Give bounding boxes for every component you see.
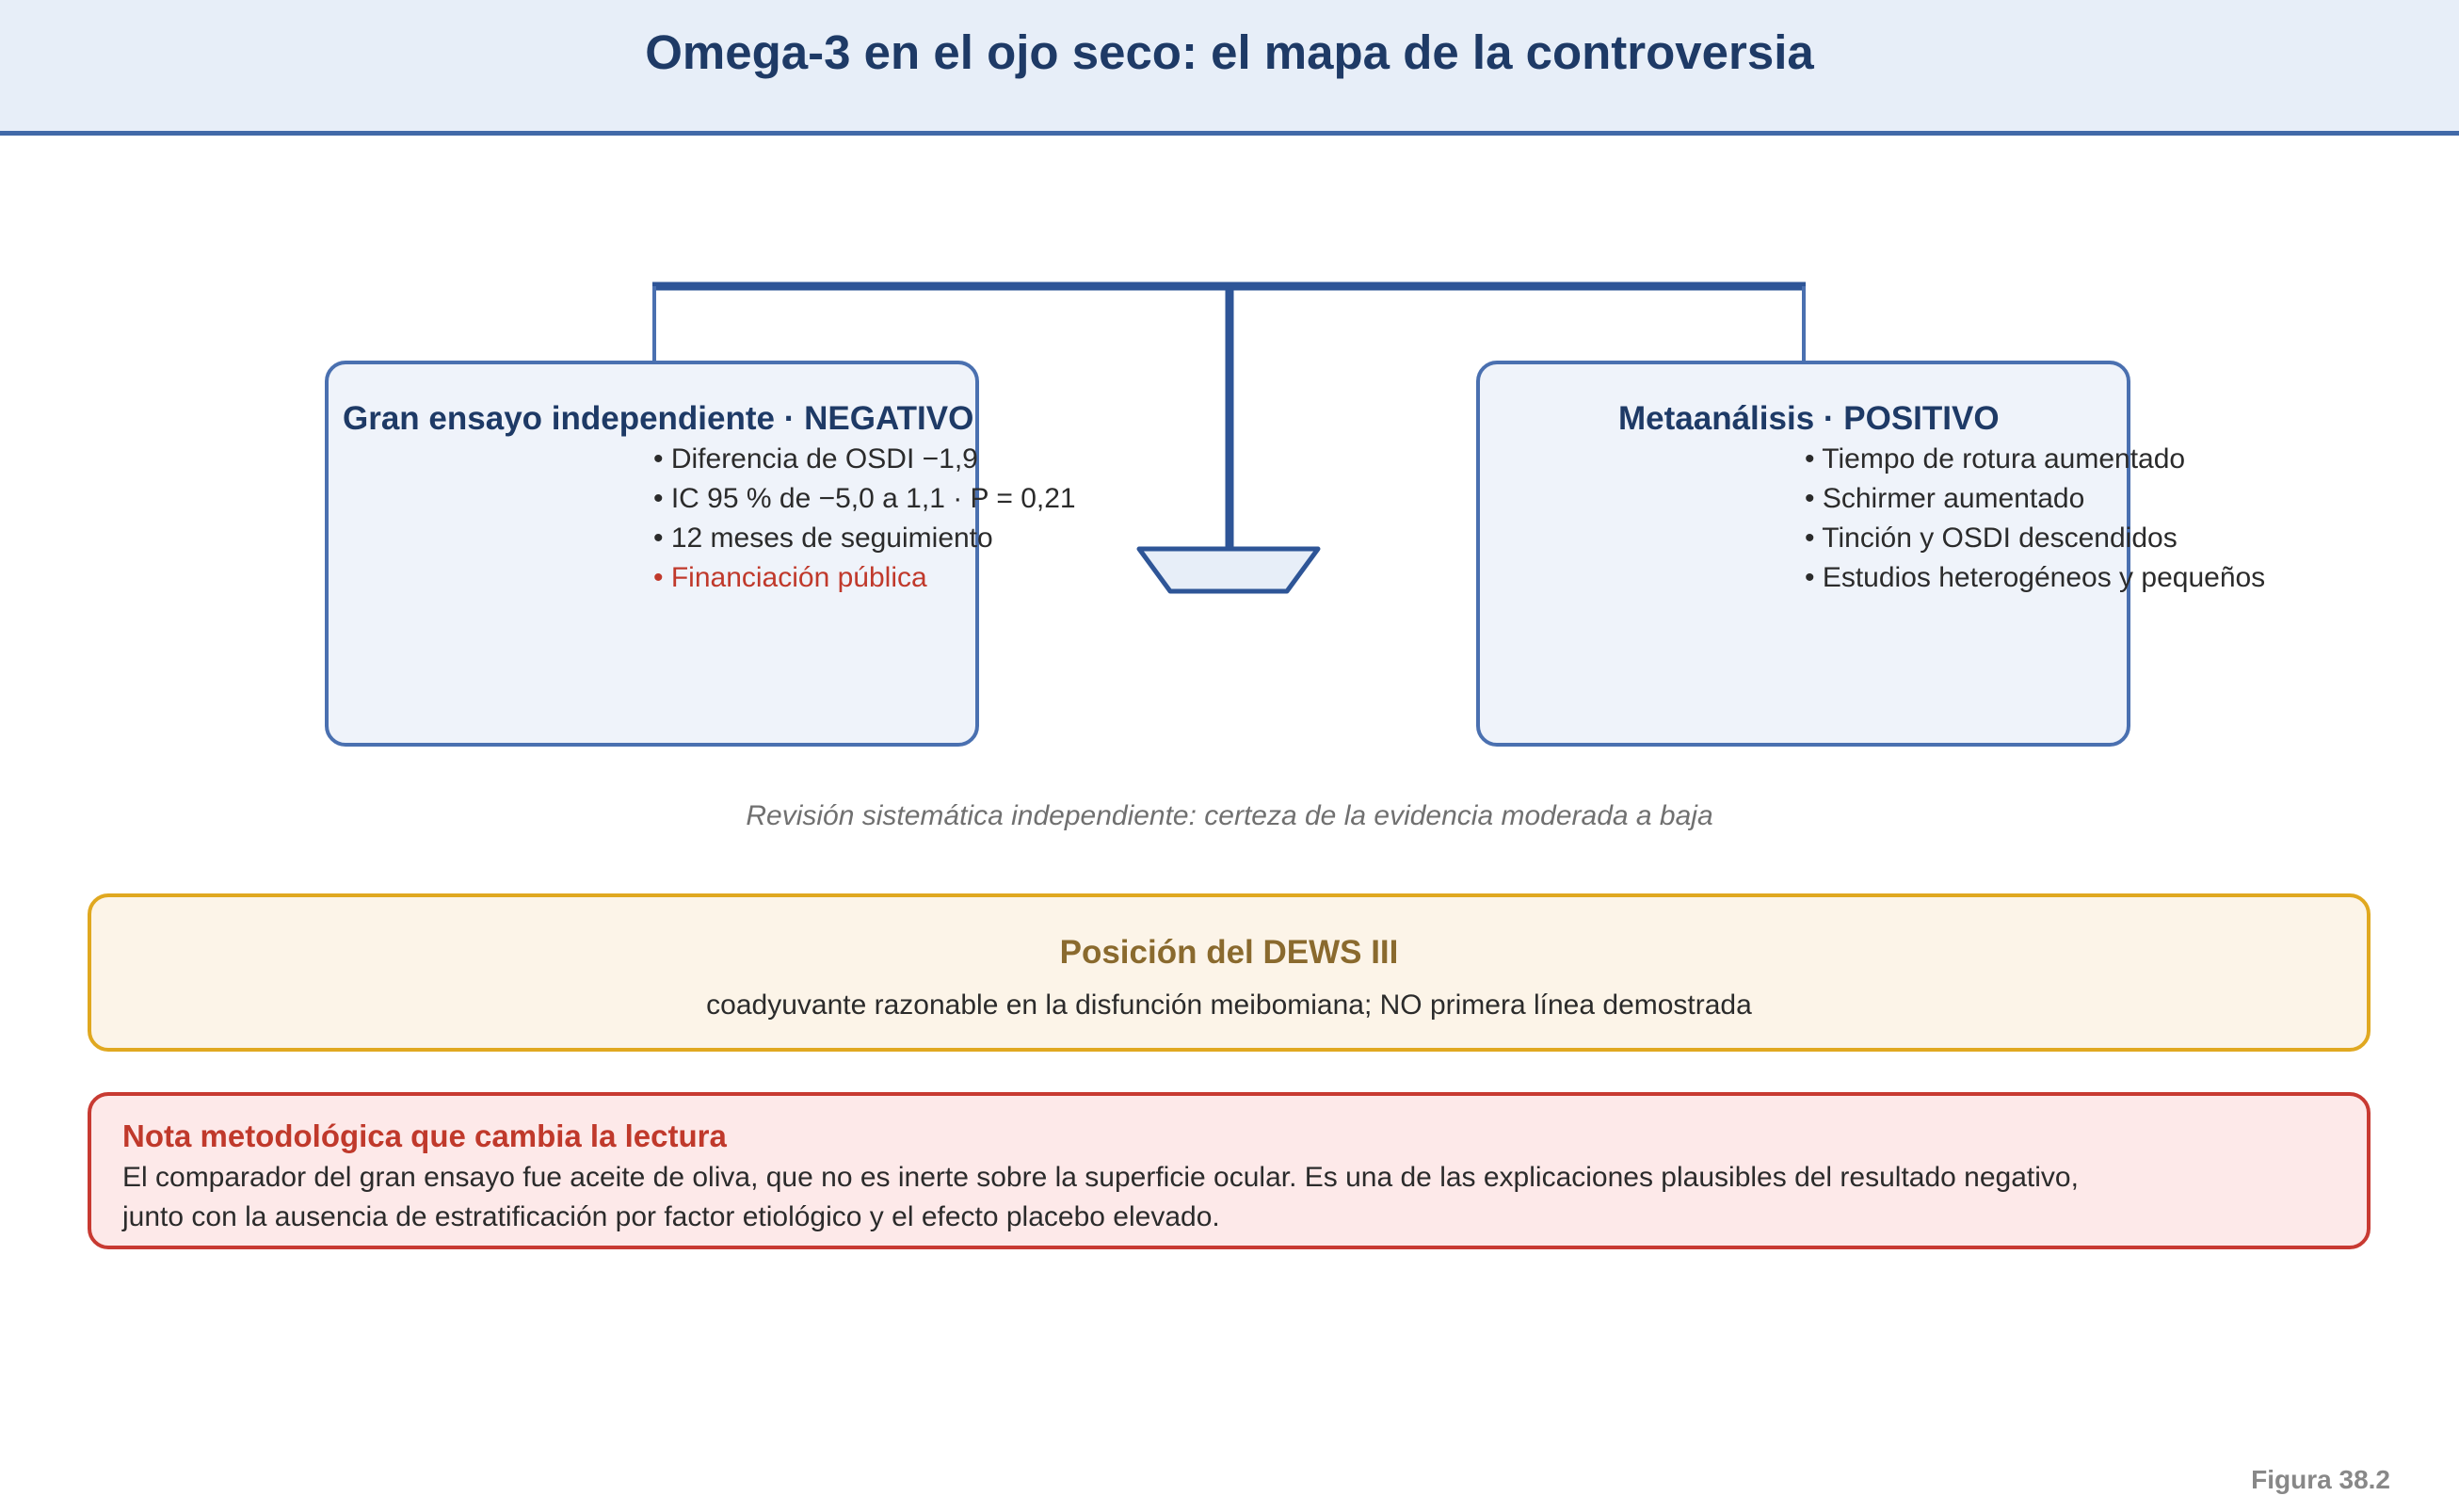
methodological-note-box (88, 1092, 2371, 1249)
dews-text: coadyuvante razonable en la disfunción meibomiana; NO primera línea demostrada (706, 989, 1752, 1021)
methodological-note-text: El comparador del gran ensayo fue aceite de oliva, que no es inerte sobre la superficie ocular. Es una de las explicaciones plausibles del resultado negativo, junto con la ausencia de estratificación por factor etiológico y el efecto placebo elevado. (122, 1162, 2079, 1232)
negative-trial-panel (325, 361, 1076, 747)
list-item: • IC 95 % de −5,0 a 1,1 · P = 0,21 (653, 483, 1076, 514)
meta-analysis-bullets (1805, 440, 2265, 598)
page-title: Omega-3 en el ojo seco: el mapa de la controversia (645, 25, 1814, 79)
negative-trial-title: Gran ensayo independiente · NEGATIVO (343, 400, 974, 437)
list-item: • Schirmer aumentado (1805, 483, 2085, 514)
list-item: • Diferencia de OSDI −1,9 (653, 443, 978, 475)
meta-analysis-panel (1476, 361, 2266, 747)
list-item-funding: • Financiación pública (653, 562, 927, 593)
review-note: Revisión sistemática independiente: certeza de la evidencia moderada a baja (746, 800, 1713, 831)
list-item: • Estudios heterogéneos y pequeños (1805, 562, 2266, 593)
meta-analysis-title: Metaanálisis · POSITIVO (1618, 400, 2000, 437)
list-item: • Tinción y OSDI descendidos (1805, 523, 2178, 554)
figure-label: Figura 38.2 (2251, 1465, 2390, 1494)
list-item: • 12 meses de seguimiento (653, 523, 993, 554)
scale-base (1139, 549, 1318, 591)
methodological-note-title: Nota metodológica que cambia la lectura (122, 1118, 727, 1153)
dews-position-box (88, 893, 2371, 1052)
list-item: • Tiempo de rotura aumentado (1805, 443, 2186, 475)
negative-trial-bullets (653, 440, 1076, 598)
dews-title: Posición del DEWS III (1059, 934, 1399, 971)
